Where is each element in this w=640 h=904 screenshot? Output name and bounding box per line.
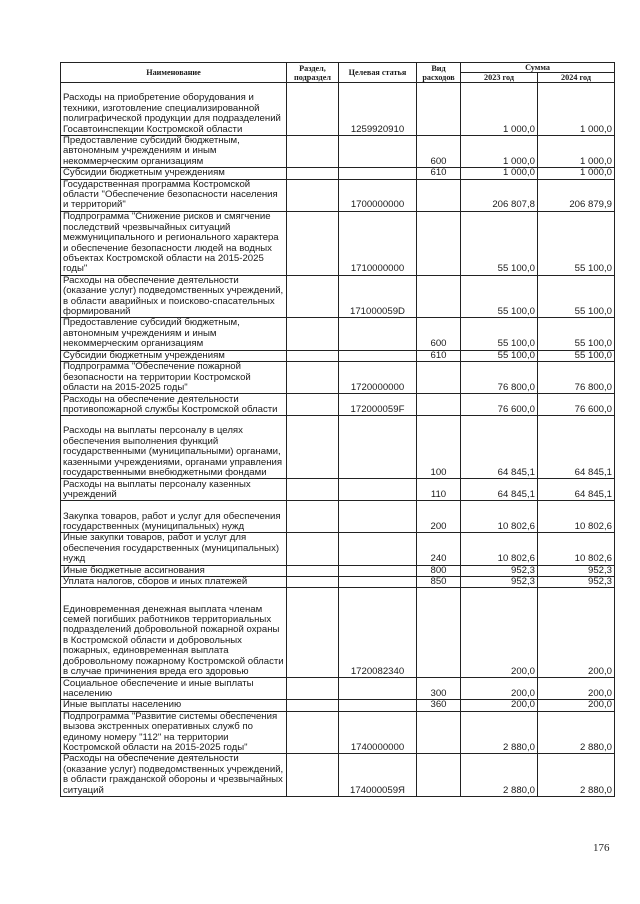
row-name: Подпрограмма "Обеспечение пожарной безопасности на территории Костромской области на 2015-2025 годы" (61, 362, 287, 394)
row-name: Иные выплаты населению (61, 700, 287, 711)
row-section (287, 588, 339, 678)
header-sum: Сумма (461, 63, 615, 73)
table-row (61, 362, 615, 394)
table-row (61, 168, 615, 179)
row-sum-2024: 1 000,0 (538, 136, 615, 168)
row-name: Субсидии бюджетным учреждениям (61, 350, 287, 361)
row-target (339, 678, 417, 700)
row-section (287, 318, 339, 350)
row-vid (417, 275, 461, 318)
row-name: Предоставление субсидий бюджетным, автономным учреждениям и иным некоммерческим организациям (61, 318, 287, 350)
row-vid (417, 362, 461, 394)
row-target (339, 565, 417, 576)
row-sum-2023: 76 600,0 (461, 394, 538, 416)
row-name: Единовременная денежная выплата членам семей погибших работников территориальных подразделений добровольной пожарной охраны в Костромской области и добровольных пожарных, единовременная выплата добровольному пожарному Костромской области в случае причинения вреда его здоровью (61, 588, 287, 678)
row-section (287, 179, 339, 211)
row-target: 171000059D (339, 275, 417, 318)
row-sum-2024: 206 879,9 (538, 179, 615, 211)
row-name: Расходы на выплаты персоналу в целях обеспечения выполнения функций государственными (муниципальными) органами, казенными учреждениями, органами управления государственными внебюджетными фондами (61, 416, 287, 479)
row-sum-2024: 1 000,0 (538, 83, 615, 136)
table-row (61, 416, 615, 479)
table-row (61, 179, 615, 211)
row-target (339, 479, 417, 501)
row-target: 1710000000 (339, 211, 417, 275)
row-section (287, 211, 339, 275)
table-row (61, 136, 615, 168)
table-row (61, 588, 615, 678)
row-sum-2023: 2 880,0 (461, 754, 538, 797)
row-section (287, 501, 339, 533)
page-number: 176 (593, 842, 610, 854)
row-sum-2023: 200,0 (461, 678, 538, 700)
row-sum-2023: 206 807,8 (461, 179, 538, 211)
row-vid: 610 (417, 168, 461, 179)
row-sum-2024: 64 845,1 (538, 416, 615, 479)
row-sum-2024: 952,3 (538, 576, 615, 587)
row-sum-2023: 200,0 (461, 588, 538, 678)
row-name: Субсидии бюджетным учреждениям (61, 168, 287, 179)
budget-table (60, 62, 615, 797)
table-row (61, 350, 615, 361)
row-target (339, 136, 417, 168)
row-name: Расходы на выплаты персоналу казенных учреждений (61, 479, 287, 501)
table-row (61, 394, 615, 416)
row-vid: 600 (417, 136, 461, 168)
row-sum-2024: 10 802,6 (538, 501, 615, 533)
table-row (61, 533, 615, 565)
row-sum-2024: 55 100,0 (538, 275, 615, 318)
row-name: Иные закупки товаров, работ и услуг для обеспечения государственных (муниципальных) нужд (61, 533, 287, 565)
header-target: Целевая статья (339, 63, 417, 83)
table-row (61, 501, 615, 533)
row-target (339, 533, 417, 565)
row-name: Расходы на обеспечение деятельности (оказание услуг) подведомственных учреждений, в области гражданской обороны и чрезвычайных ситуаций (61, 754, 287, 797)
row-target: 1720082340 (339, 588, 417, 678)
row-target: 174000059Я (339, 754, 417, 797)
row-vid: 850 (417, 576, 461, 587)
row-section (287, 394, 339, 416)
row-target: 1720000000 (339, 362, 417, 394)
row-sum-2024: 2 880,0 (538, 754, 615, 797)
table-row (61, 275, 615, 318)
row-sum-2023: 55 100,0 (461, 350, 538, 361)
row-target (339, 416, 417, 479)
row-section (287, 416, 339, 479)
row-sum-2024: 10 802,6 (538, 533, 615, 565)
table-row (61, 211, 615, 275)
row-sum-2024: 200,0 (538, 588, 615, 678)
row-vid (417, 179, 461, 211)
row-target: 172000059F (339, 394, 417, 416)
row-name: Расходы на обеспечение деятельности (оказание услуг) подведомственных учреждений, в области аварийных и поисково-спасательных формирований (61, 275, 287, 318)
row-vid (417, 711, 461, 754)
row-sum-2023: 10 802,6 (461, 533, 538, 565)
table-row (61, 479, 615, 501)
row-sum-2023: 1 000,0 (461, 136, 538, 168)
row-vid (417, 754, 461, 797)
row-sum-2024: 64 845,1 (538, 479, 615, 501)
row-sum-2024: 55 100,0 (538, 318, 615, 350)
table-row (61, 565, 615, 576)
row-vid: 100 (417, 416, 461, 479)
row-sum-2023: 2 880,0 (461, 711, 538, 754)
header-section: Раздел, подраздел (287, 63, 339, 83)
row-sum-2023: 55 100,0 (461, 211, 538, 275)
row-section (287, 754, 339, 797)
row-target (339, 501, 417, 533)
row-section (287, 83, 339, 136)
row-sum-2024: 952,3 (538, 565, 615, 576)
row-sum-2024: 2 880,0 (538, 711, 615, 754)
row-section (287, 700, 339, 711)
row-name: Государственная программа Костромской области "Обеспечение безопасности населения и территорий" (61, 179, 287, 211)
row-section (287, 533, 339, 565)
table-row (61, 318, 615, 350)
row-sum-2023: 55 100,0 (461, 318, 538, 350)
row-vid: 110 (417, 479, 461, 501)
header-name: Наименование (61, 63, 287, 83)
row-vid (417, 211, 461, 275)
row-name: Расходы на обеспечение деятельности противопожарной службы Костромской области (61, 394, 287, 416)
row-target: 1259920910 (339, 83, 417, 136)
row-vid (417, 83, 461, 136)
row-section (287, 362, 339, 394)
row-sum-2024: 200,0 (538, 678, 615, 700)
row-name: Расходы на приобретение оборудования и техники, изготовление специализированной полиграфической продукции для подразделений Госавтоинспекции Костромской области (61, 83, 287, 136)
row-sum-2023: 64 845,1 (461, 479, 538, 501)
row-target (339, 576, 417, 587)
row-sum-2024: 200,0 (538, 700, 615, 711)
row-name: Подпрограмма "Развитие системы обеспечения вызова экстренных оперативных служб по единому номеру "112" на территории Костромской области на 2015-2025 годы" (61, 711, 287, 754)
header-year-2024: 2024 год (538, 73, 615, 83)
row-section (287, 168, 339, 179)
row-sum-2023: 952,3 (461, 576, 538, 587)
table-row (61, 700, 615, 711)
row-name: Закупка товаров, работ и услуг для обеспечения государственных (муниципальных) нужд (61, 501, 287, 533)
row-sum-2023: 55 100,0 (461, 275, 538, 318)
row-target (339, 700, 417, 711)
row-section (287, 350, 339, 361)
row-vid: 300 (417, 678, 461, 700)
row-sum-2023: 1 000,0 (461, 83, 538, 136)
table-header (61, 63, 615, 83)
row-name: Социальное обеспечение и иные выплаты населению (61, 678, 287, 700)
row-sum-2023: 200,0 (461, 700, 538, 711)
row-section (287, 711, 339, 754)
row-name: Иные бюджетные ассигнования (61, 565, 287, 576)
row-vid: 800 (417, 565, 461, 576)
row-section (287, 275, 339, 318)
row-target: 1700000000 (339, 179, 417, 211)
row-vid: 360 (417, 700, 461, 711)
row-sum-2024: 55 100,0 (538, 211, 615, 275)
table-row (61, 83, 615, 136)
row-name: Подпрограмма "Снижение рисков и смягчение последствий чрезвычайных ситуаций межмуниципального и регионального характера и обеспечение безопасности людей на водных объектах Костромской области на 2015-2025 годы" (61, 211, 287, 275)
header-year-2023: 2023 год (461, 73, 538, 83)
table-row (61, 576, 615, 587)
row-name: Уплата налогов, сборов и иных платежей (61, 576, 287, 587)
row-sum-2023: 1 000,0 (461, 168, 538, 179)
row-section (287, 136, 339, 168)
row-vid: 200 (417, 501, 461, 533)
header-vid: Вид расходов (417, 63, 461, 83)
row-sum-2024: 55 100,0 (538, 350, 615, 361)
row-sum-2024: 1 000,0 (538, 168, 615, 179)
row-name: Предоставление субсидий бюджетным, автономным учреждениям и иным некоммерческим организациям (61, 136, 287, 168)
row-sum-2023: 76 800,0 (461, 362, 538, 394)
row-section (287, 576, 339, 587)
row-section (287, 479, 339, 501)
row-vid (417, 588, 461, 678)
row-sum-2023: 10 802,6 (461, 501, 538, 533)
row-vid: 240 (417, 533, 461, 565)
row-vid: 610 (417, 350, 461, 361)
row-sum-2023: 64 845,1 (461, 416, 538, 479)
row-vid (417, 394, 461, 416)
row-section (287, 565, 339, 576)
row-sum-2024: 76 600,0 (538, 394, 615, 416)
table-row (61, 711, 615, 754)
row-sum-2023: 952,3 (461, 565, 538, 576)
row-section (287, 678, 339, 700)
row-target: 1740000000 (339, 711, 417, 754)
row-vid: 600 (417, 318, 461, 350)
table-row (61, 678, 615, 700)
row-target (339, 318, 417, 350)
row-sum-2024: 76 800,0 (538, 362, 615, 394)
table-body (61, 83, 615, 797)
table-row (61, 754, 615, 797)
row-target (339, 168, 417, 179)
row-target (339, 350, 417, 361)
